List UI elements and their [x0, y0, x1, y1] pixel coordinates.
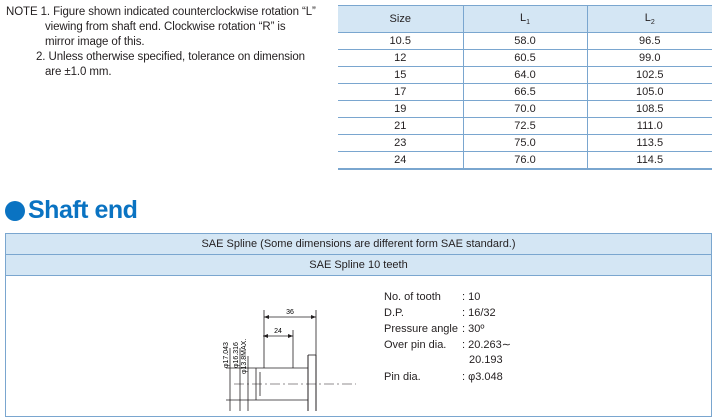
cell-l1: 66.5 [463, 84, 587, 101]
spec-value-line-1: : 20.263∼ [462, 339, 511, 351]
spline-body [6, 276, 711, 417]
cell-l2: 108.5 [587, 101, 712, 118]
dim-24: 24 [274, 328, 282, 335]
spec-row [384, 306, 511, 321]
cell-l1: 64.0 [463, 67, 587, 84]
note-2-line-2: are ±1.0 mm. [45, 66, 112, 78]
cell-size: 17 [338, 84, 463, 101]
spec-value: : 30º [462, 323, 485, 335]
spec-row [384, 338, 511, 368]
spec-row [384, 370, 511, 385]
cell-size: 19 [338, 101, 463, 118]
cell-l2: 113.5 [587, 135, 712, 152]
spec-value: : 16/32 [462, 307, 496, 319]
table-row [338, 152, 712, 170]
header-l2: $L_2$ [587, 6, 712, 33]
size-table [338, 5, 712, 170]
cell-l1: 60.5 [463, 50, 587, 67]
size-table-header [338, 6, 712, 33]
shaft-drawing [196, 286, 366, 411]
cell-l1: 76.0 [463, 152, 587, 170]
header-size: Size [338, 6, 463, 33]
spec-value: : 10 [462, 291, 481, 303]
cell-l2: 99.0 [587, 50, 712, 67]
spline-header: SAE Spline (Some dimensions are different form SAE standard.) [6, 234, 711, 255]
table-row [338, 118, 712, 135]
spec-label: No. of tooth [384, 291, 441, 303]
header-l1: $L_1$ [463, 6, 587, 33]
table-row [338, 84, 712, 101]
cell-size: 24 [338, 152, 463, 170]
dim-36: 36 [286, 309, 294, 316]
spec-label: Pressure angle [384, 323, 458, 335]
cell-size: 10.5 [338, 33, 463, 50]
cell-l1: 58.0 [463, 33, 587, 50]
table-row [338, 67, 712, 84]
cell-l2: 96.5 [587, 33, 712, 50]
cell-l2: 111.0 [587, 118, 712, 135]
cell-size: 21 [338, 118, 463, 135]
spline-panel [5, 233, 712, 417]
table-row [338, 135, 712, 152]
spec-row [384, 322, 511, 337]
cell-l1: 75.0 [463, 135, 587, 152]
cell-size: 12 [338, 50, 463, 67]
cell-size: 15 [338, 67, 463, 84]
cell-l1: 72.5 [463, 118, 587, 135]
spec-value: : φ3.048 [462, 371, 503, 383]
spec-value [458, 338, 511, 368]
note-1-line-1: NOTE 1. Figure shown indicated counterclockwise rotation “L” [6, 6, 316, 18]
table-row [338, 50, 712, 67]
spec-row [384, 290, 511, 305]
note-1-line-3: mirror image of this. [45, 36, 145, 48]
notes [6, 5, 326, 80]
cell-l1: 70.0 [463, 101, 587, 118]
bullet-icon [5, 201, 25, 221]
section-title-text: Shaft end [28, 196, 138, 224]
table-row [338, 101, 712, 118]
dia-17-043: φ17.043 [223, 342, 230, 368]
spec-label: Over pin dia. [384, 339, 447, 351]
spline-subheader: SAE Spline 10 teeth [6, 255, 711, 276]
note-1-line-2: viewing from shaft end. Clockwise rotation “R” is [45, 21, 286, 33]
dia-13-8-max: φ13.8MAX. [241, 338, 248, 374]
cell-size: 23 [338, 135, 463, 152]
spline-specs [384, 290, 511, 386]
spec-label: Pin dia. [384, 371, 421, 383]
table-row [338, 33, 712, 50]
cell-l2: 114.5 [587, 152, 712, 170]
spec-value-line-2: 20.193 [469, 354, 503, 366]
cell-l2: 102.5 [587, 67, 712, 84]
dia-16-316: φ16.316 [233, 342, 240, 368]
spec-label: D.P. [384, 307, 404, 319]
section-title [5, 196, 137, 225]
cell-l2: 105.0 [587, 84, 712, 101]
note-2-line-1: 2. Unless otherwise specified, tolerance on dimension [36, 51, 305, 63]
